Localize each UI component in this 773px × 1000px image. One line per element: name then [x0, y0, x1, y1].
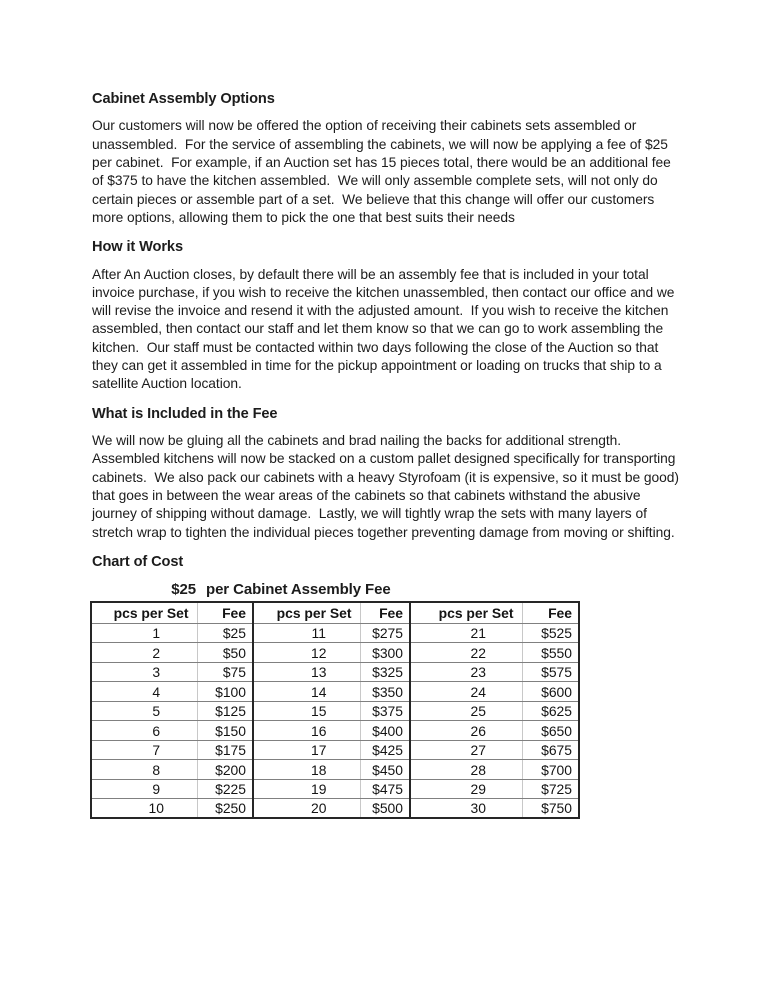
paragraph-how-it-works: After An Auction closes, by default there will be an assembly fee that is included in your total invoice purchase, if you wish to receive the kitchen unassembled, then contact our office and we will revise the invoice and resend it with the adjusted amount. If you wish to receive the kitchen assembled, then contact our staff and let them know so that we can go to work assembling the kitchen. Our staff must be contacted within two days following the close of the Auction so that they can get it assembled in time for the pickup appointment or loading on trucks that ship to a satellite Auction location.	[92, 266, 679, 392]
fee-cell: $400	[360, 721, 410, 741]
fee-cell: $200	[197, 760, 253, 780]
table-row	[91, 662, 579, 682]
table-row	[91, 779, 579, 799]
pcs-per-set-cell: 9	[91, 779, 197, 799]
pcs-per-set-cell: 16	[253, 721, 360, 741]
pcs-per-set-cell: 24	[410, 682, 522, 702]
pcs-per-set-cell: 20	[253, 799, 360, 819]
cost-table	[90, 601, 580, 819]
caption-label: per Cabinet Assembly Fee	[206, 581, 391, 599]
pcs-per-set-cell: 10	[91, 799, 197, 819]
fee-cell: $375	[360, 701, 410, 721]
header-pcs-per-set-2: pcs per Set	[253, 602, 360, 623]
fee-cell: $300	[360, 643, 410, 663]
header-pcs-per-set-3: pcs per Set	[410, 602, 522, 623]
fee-cell: $50	[197, 643, 253, 663]
pcs-per-set-cell: 28	[410, 760, 522, 780]
pcs-per-set-cell: 2	[91, 643, 197, 663]
pcs-per-set-cell: 23	[410, 662, 522, 682]
table-row	[91, 740, 579, 760]
fee-cell: $100	[197, 682, 253, 702]
pcs-per-set-cell: 8	[91, 760, 197, 780]
pcs-per-set-cell: 19	[253, 779, 360, 799]
pcs-per-set-cell: 17	[253, 740, 360, 760]
header-fee-3: Fee	[522, 602, 579, 623]
pcs-per-set-cell: 15	[253, 701, 360, 721]
pcs-per-set-cell: 11	[253, 623, 360, 643]
pcs-per-set-cell: 6	[91, 721, 197, 741]
pcs-per-set-cell: 14	[253, 682, 360, 702]
table-row	[91, 682, 579, 702]
pcs-per-set-cell: 27	[410, 740, 522, 760]
pcs-per-set-cell: 18	[253, 760, 360, 780]
fee-cell: $475	[360, 779, 410, 799]
table-row	[91, 721, 579, 741]
fee-cell: $625	[522, 701, 579, 721]
table-row	[91, 799, 579, 819]
fee-cell: $450	[360, 760, 410, 780]
fee-cell: $250	[197, 799, 253, 819]
pcs-per-set-cell: 7	[91, 740, 197, 760]
fee-cell: $150	[197, 721, 253, 741]
fee-cell: $425	[360, 740, 410, 760]
fee-cell: $725	[522, 779, 579, 799]
fee-cell: $25	[197, 623, 253, 643]
pcs-per-set-cell: 3	[91, 662, 197, 682]
fee-cell: $225	[197, 779, 253, 799]
pcs-per-set-cell: 4	[91, 682, 197, 702]
table-row	[91, 643, 579, 663]
cost-table-caption	[92, 580, 683, 598]
fee-cell: $650	[522, 721, 579, 741]
fee-cell: $525	[522, 623, 579, 643]
fee-cell: $350	[360, 682, 410, 702]
heading-chart-of-cost: Chart of Cost	[92, 553, 184, 570]
fee-cell: $275	[360, 623, 410, 643]
fee-cell: $75	[197, 662, 253, 682]
pcs-per-set-cell: 5	[91, 701, 197, 721]
heading-how-it-works: How it Works	[92, 239, 183, 256]
pcs-per-set-cell: 1	[91, 623, 197, 643]
pcs-per-set-cell: 22	[410, 643, 522, 663]
heading-cabinet-assembly-options: Cabinet Assembly Options	[92, 91, 275, 107]
fee-cell: $750	[541, 800, 572, 817]
pcs-per-set-cell: 29	[410, 779, 522, 799]
pcs-per-set-cell: 25	[410, 701, 522, 721]
header-fee-1: Fee	[197, 602, 253, 623]
table-row	[91, 701, 579, 721]
table-row	[91, 760, 579, 780]
fee-cell: $575	[522, 662, 579, 682]
pcs-per-set-cell: 12	[253, 643, 360, 663]
header-row	[91, 602, 579, 623]
fee-cell: $700	[522, 760, 579, 780]
caption-price: $25	[171, 581, 196, 599]
header-pcs-per-set-1: pcs per Set	[91, 602, 197, 623]
fee-cell: $500	[360, 799, 410, 819]
fee-cell: $325	[360, 662, 410, 682]
fee-cell: $550	[522, 643, 579, 663]
fee-cell: $675	[522, 740, 579, 760]
fee-cell: $600	[522, 682, 579, 702]
fee-cell: $125	[197, 701, 253, 721]
pcs-per-set-cell: 21	[410, 623, 522, 643]
pcs-per-set-cell: 26	[410, 721, 522, 741]
paragraph-what-is-included-in-the-fee: We will now be gluing all the cabinets and brad nailing the backs for additional strength. Assembled kitchens will now be stacked on a custom pallet designed specifically for transporting cabinets. We also pack our cabinets with a heavy Styrofoam (it is expensive, so it must be good) that goes in between the wear areas of the cabinets so that cabinets withstand the abusive journey of shipping without damage. Lastly, we will tightly wrap the sets with many layers of stretch wrap to tighten the individual pieces together preventing damage from moving or shifting.	[92, 433, 683, 540]
cost-table-header	[91, 602, 579, 623]
cost-table-body	[91, 623, 579, 818]
header-fee-2: Fee	[360, 602, 410, 623]
fee-cell: $175	[197, 740, 253, 760]
table-row	[91, 623, 579, 643]
pcs-per-set-cell: 30	[410, 799, 522, 819]
heading-what-is-included-in-the-fee: What is Included in the Fee	[92, 405, 278, 422]
pcs-per-set-cell: 13	[253, 662, 360, 682]
paragraph-cabinet-assembly-options: Our customers will now be offered the option of receiving their cabinets sets assembled or unassembled. For the service of assembling the cabinets, we will now be applying a fee of $25 per cabinet. For example, if an Auction set has 15 pieces total, there would be an additional fee of $375 to have the kitchen assembled. We will only assemble complete sets, will not only do certain pieces or assemble part of a set. We believe that this change will offer our customers more options, allowing them to pick the one that best suits their needs	[92, 118, 675, 225]
